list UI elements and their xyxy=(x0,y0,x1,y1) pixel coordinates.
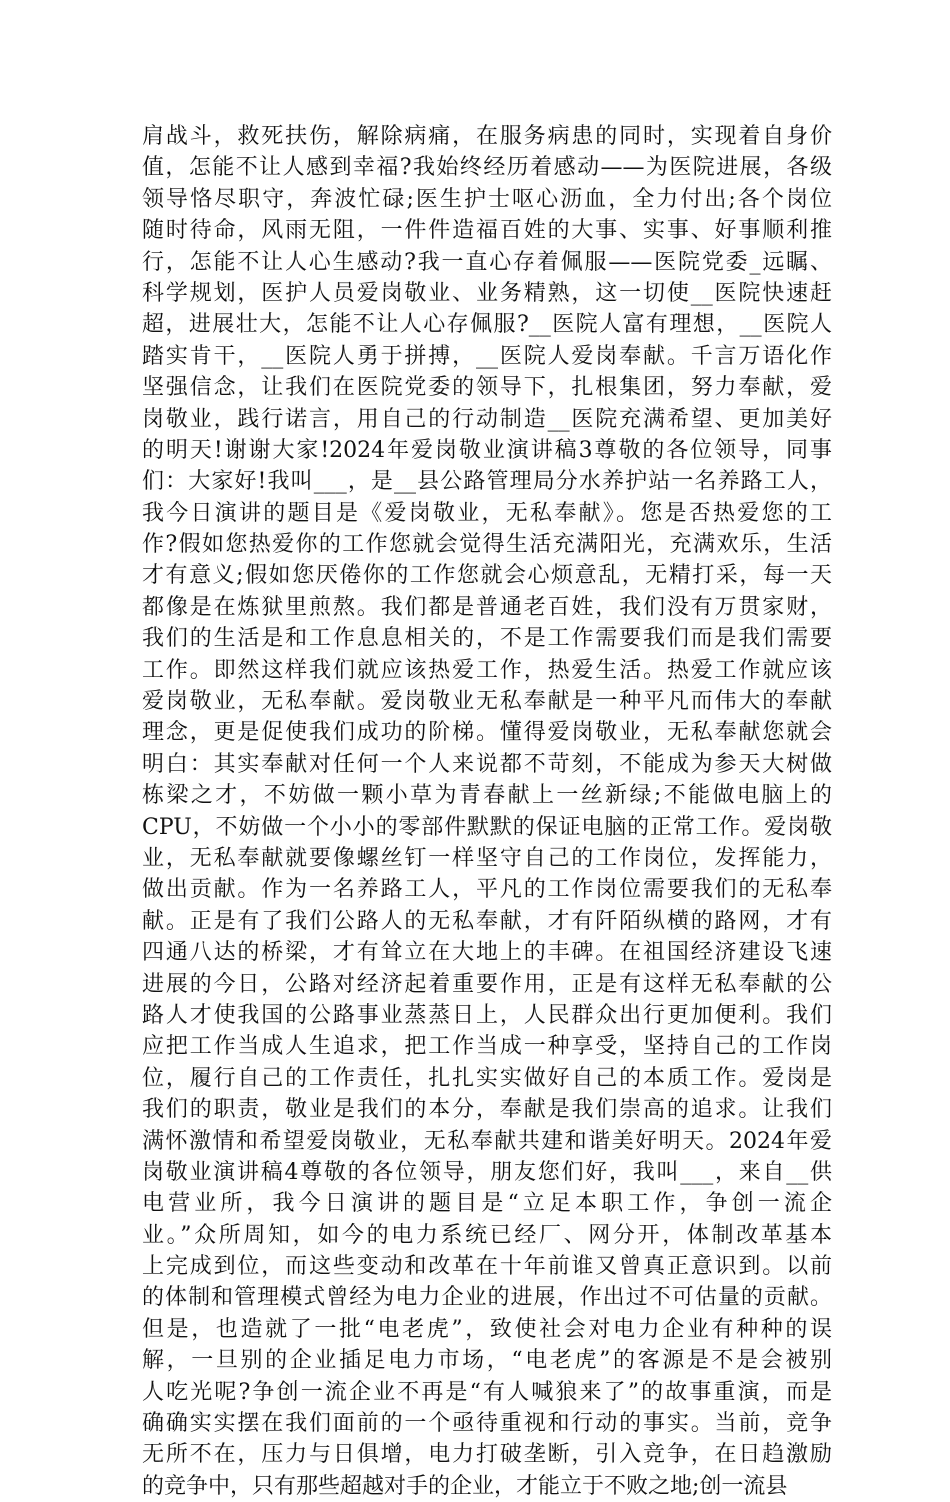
text-line: 满怀激情和希望爱岗敬业，无私奉献共建和谐美好明天。2024年爱 xyxy=(142,1128,832,1154)
text-line: 做出贡献。作为一名养路工人，平凡的工作岗位需要我们的无私奉 xyxy=(142,877,832,903)
text-line: 四通八达的桥梁，才有耸立在大地上的丰碑。在祖国经济建设飞速 xyxy=(142,940,832,966)
text-line: 都像是在炼狱里煎熬。我们都是普通老百姓，我们没有万贯家财， xyxy=(142,594,832,620)
text-line: 岗敬业演讲稿4尊敬的各位领导，朋友您们好，我叫___，来自__供 xyxy=(142,1159,832,1185)
text-line: 确确实实摆在我们面前的一个亟待重视和行动的事实。当前，竞争 xyxy=(142,1411,832,1437)
text-line: 电营业所，我今日演讲的题目是“立足本职工作，争创一流企 xyxy=(142,1191,832,1217)
text-line: CPU，不妨做一个小小的零部件默默的保证电脑的正常工作。爱岗敬 xyxy=(142,814,832,840)
text-line: 我们的生活是和工作息息相关的，不是工作需要我们而是我们需要 xyxy=(142,626,832,652)
text-line: 进展的今日，公路对经济起着重要作用，正是有这样无私奉献的公 xyxy=(142,971,832,997)
text-line: 人吃光呢?争创一流企业不再是“有人喊狼来了”的故事重演，而是 xyxy=(142,1379,832,1405)
text-line: 领导恪尽职守，奔波忙碌;医生护士呕心沥血，全力付出;各个岗位 xyxy=(142,186,832,212)
text-line: 上完成到位，而这些变动和改革在十年前谁又曾真正意识到。以前 xyxy=(142,1254,832,1280)
text-line: 肩战斗，救死扶伤，解除病痛，在服务病患的同时，实现着自身价 xyxy=(142,124,832,149)
text-line: 栋梁之才，不妨做一颗小草为青春献上一丝新绿;不能做电脑上的 xyxy=(142,783,832,809)
text-line: 们：大家好!我叫___，是__县公路管理局分水养护站一名养路工人， xyxy=(142,469,832,495)
body-text xyxy=(142,121,832,1502)
text-line: 作?假如您热爱你的工作您就会觉得生活充满阳光，充满欢乐，生活 xyxy=(142,532,832,558)
text-line: 坚强信念，让我们在医院党委的领导下，扎根集团，努力奉献，爱 xyxy=(142,375,832,401)
text-line: 献。正是有了我们公路人的无私奉献，才有阡陌纵横的路网，才有 xyxy=(142,908,832,934)
text-line: 位，履行自己的工作责任，扎扎实实做好自己的本质工作。爱岗是 xyxy=(142,1065,832,1091)
text-line: 无所不在，压力与日俱增，电力打破垄断，引入竞争，在日趋激励 xyxy=(142,1442,832,1468)
text-line: 爱岗敬业，无私奉献。爱岗敬业无私奉献是一种平凡而伟大的奉献 xyxy=(142,689,832,715)
text-line: 业。”众所周知，如今的电力系统已经厂、网分开，体制改革基本 xyxy=(142,1222,832,1248)
text-line: 超，进展壮大，怎能不让人心存佩服?__医院人富有理想，__医院人 xyxy=(142,312,832,338)
text-line: 我们的职责，敬业是我们的本分，奉献是我们崇高的追求。让我们 xyxy=(142,1097,832,1123)
text-line: 的体制和管理模式曾经为电力企业的进展，作出过不可估量的贡献。 xyxy=(142,1285,832,1311)
text-line: 才有意义;假如您厌倦你的工作您就会心烦意乱，无精打采，每一天 xyxy=(142,563,832,589)
text-line: 的明天!谢谢大家!2024年爱岗敬业演讲稿3尊敬的各位领导，同事 xyxy=(142,437,832,463)
text-line: 解，一旦别的企业插足电力市场，“电老虎”的客源是不是会被别 xyxy=(142,1348,832,1374)
text-line: 应把工作当成人生追求，把工作当成一种享受，坚持自己的工作岗 xyxy=(142,1034,832,1060)
text-line: 随时待命，风雨无阻，一件件造福百姓的大事、实事、好事顺利推 xyxy=(142,218,832,244)
text-line: 的竞争中，只有那些超越对手的企业，才能立于不败之地;创一流县 xyxy=(142,1473,788,1499)
text-line: 理念，更是促使我们成功的阶梯。懂得爱岗敬业，无私奉献您就会 xyxy=(142,720,832,746)
text-line: 我今日演讲的题目是《爱岗敬业，无私奉献》。您是否热爱您的工 xyxy=(142,500,832,526)
text-line: 业，无私奉献就要像螺丝钉一样坚守自己的工作岗位，发挥能力， xyxy=(142,845,832,871)
text-line: 踏实肯干，__医院人勇于拼搏，__医院人爱岗奉献。千言万语化作 xyxy=(142,343,832,369)
text-line: 路人才使我国的公路事业蒸蒸日上，人民群众出行更加便利。我们 xyxy=(142,1002,832,1028)
text-line: 明白：其实奉献对任何一个人来说都不苛刻，不能成为参天大树做 xyxy=(142,751,832,777)
text-line: 行，怎能不让人心生感动?我一直心存着佩服——医院党委_远瞩、 xyxy=(142,249,832,275)
text-line: 但是，也造就了一批“电老虎”，致使社会对电力企业有种种的误 xyxy=(142,1316,832,1342)
text-line: 值，怎能不让人感到幸福?我始终经历着感动——为医院进展，各级 xyxy=(142,155,832,181)
text-line: 工作。即然这样我们就应该热爱工作，热爱生活。热爱工作就应该 xyxy=(142,657,832,683)
text-line: 岗敬业，践行诺言，用自己的行动制造__医院充满希望、更加美好 xyxy=(142,406,832,432)
text-line: 科学规划，医护人员爱岗敬业、业务精熟，这一切使__医院快速赶 xyxy=(142,280,832,306)
